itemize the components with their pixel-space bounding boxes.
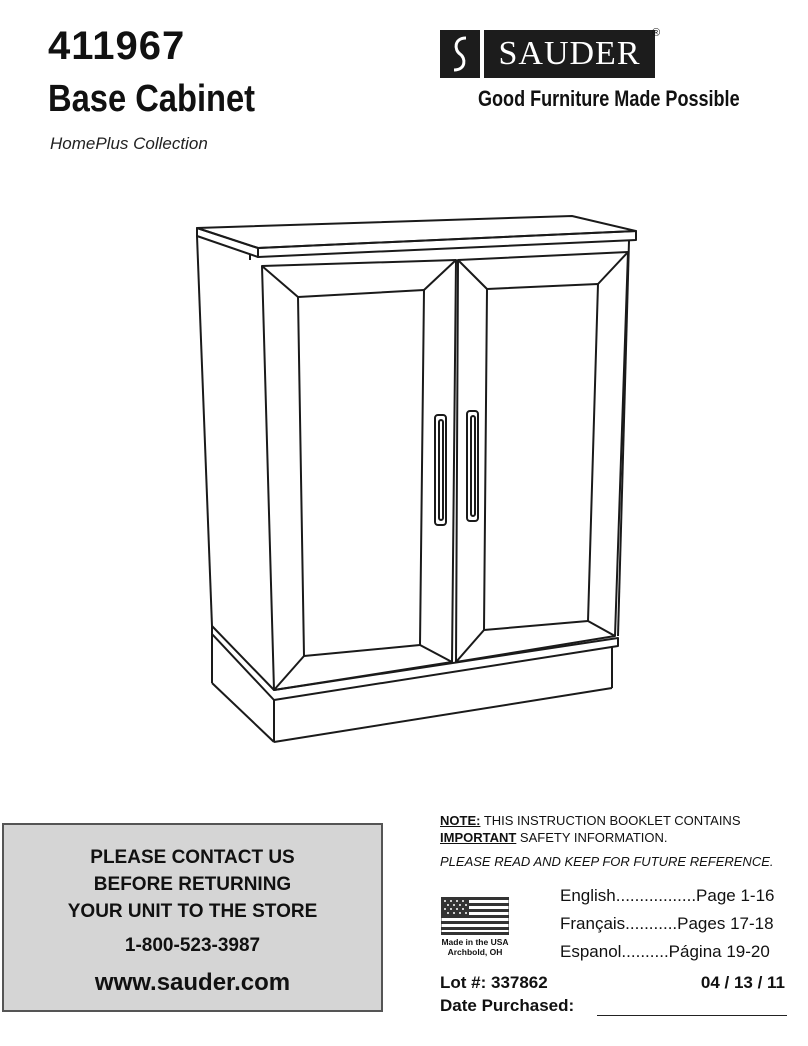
date-purchased-label: Date Purchased: (440, 996, 575, 1015)
logo-text: SAUDER (484, 30, 655, 78)
language-english: English.................Page 1-16 (560, 886, 775, 905)
model-number: 411967 (48, 24, 186, 68)
note-label: NOTE: (440, 813, 481, 828)
registered-mark: ® (652, 27, 661, 39)
phone-number: 1-800-523-3987 (124, 935, 261, 956)
lot-number: Lot #: 337862 (440, 973, 548, 992)
logo-mark-icon (440, 30, 480, 78)
contact-box (2, 823, 383, 1012)
collection-name: HomePlus Collection (50, 134, 208, 153)
usa-flag-icon (441, 897, 509, 935)
product-title: Base Cabinet (48, 78, 256, 120)
website-link[interactable]: www.sauder.com (94, 969, 291, 996)
date-code: 04 / 13 / 11 (700, 973, 785, 992)
important-label: IMPORTANT (440, 830, 517, 845)
date-purchased-field[interactable] (597, 1015, 787, 1016)
note-text: THIS INSTRUCTION BOOKLET CONTAINS (480, 813, 741, 828)
language-spanish: Espanol..........Página 19-20 (560, 942, 770, 961)
please-read-text: PLEASE READ AND KEEP FOR FUTURE REFERENCE. (440, 854, 774, 869)
contact-line-3: YOUR UNIT TO THE STORE (67, 901, 318, 922)
contact-line-2: BEFORE RETURNING (93, 874, 292, 895)
brand-tagline: Good Furniture Made Possible (478, 86, 740, 111)
language-french: Français...........Pages 17-18 (560, 914, 774, 933)
made-in-line-2: Archbold, OH (447, 947, 503, 957)
important-text: SAFETY INFORMATION. (516, 830, 668, 845)
sauder-logo (440, 30, 655, 78)
made-in-usa (441, 937, 509, 957)
contact-line-1: PLEASE CONTACT US (90, 847, 295, 868)
note-line (440, 813, 741, 828)
made-in-line-1: Made in the USA (441, 937, 509, 947)
important-line (440, 830, 668, 845)
cabinet-illustration (190, 205, 640, 750)
